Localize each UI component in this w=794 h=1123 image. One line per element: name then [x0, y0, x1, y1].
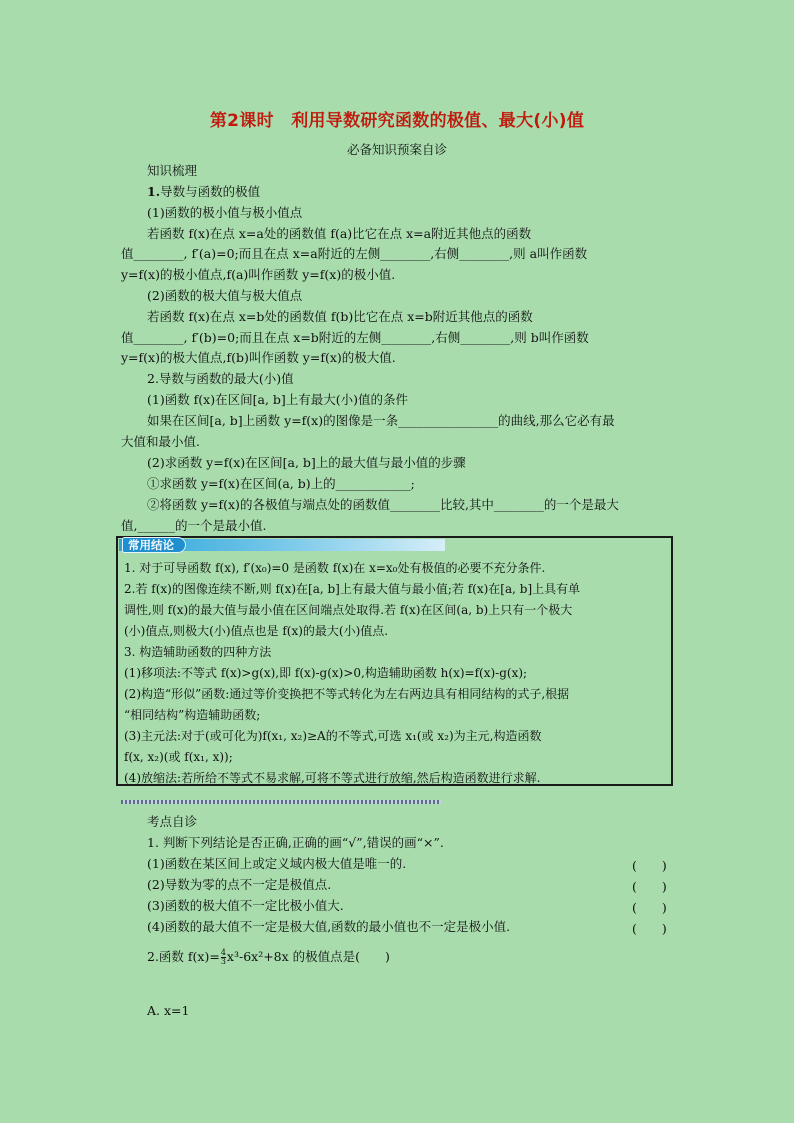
answer-blank[interactable]: ( ) [632, 858, 667, 873]
conclusion-line: 2.若 f(x)的图像连续不断,则 f(x)在[a, b]上有最大值与最小值;若 f(x)在[a, b]上具有单 [124, 582, 581, 596]
conclusion-line: “相同结构”构造辅助函数; [124, 708, 261, 722]
sec1-sub1-title: (1)函数的极小值与极小值点 [147, 205, 303, 220]
sec2-step1: ①求函数 y=f(x)在区间(a, b)上的____________; [147, 476, 415, 491]
sec2-sub1-line2: 大值和最小值. [121, 434, 200, 449]
sec1-title: 导数与函数的极值 [160, 184, 261, 199]
sec2-step2b: 值,______的一个是最小值. [121, 518, 267, 533]
sec1-number: 1. [147, 184, 161, 199]
sec2-sub2-title: (2)求函数 y=f(x)在区间[a, b]上的最大值与最小值的步骤 [147, 455, 466, 470]
answer-blank[interactable]: ( ) [632, 921, 667, 936]
option-a[interactable]: A. x=1 [147, 1003, 190, 1018]
sec1-heading [147, 184, 260, 199]
conclusion-line: (4)放缩法:若所给不等式不易求解,可将不等式进行放缩,然后构造函数进行求解. [124, 771, 541, 785]
page-title: 第2课时 利用导数研究函数的极值、最大(小)值 [209, 111, 585, 131]
q2-frac-den: 3 [220, 957, 226, 966]
judgement-item: (1)函数在某区间上或定义域内极大值是唯一的. [147, 856, 407, 871]
knowledge-heading: 知识梳理 [147, 163, 198, 178]
conclusion-line: (2)构造“形似”函数:通过等价变换把不等式转化为左右两边具有相同结构的式子,根据 [124, 687, 570, 701]
sec1-sub1-line3: y=f(x)的极小值点,f(a)叫作函数 y=f(x)的极小值. [121, 267, 396, 282]
selftest-heading: 考点自诊 [147, 814, 198, 829]
sec2-title: 2.导数与函数的最大(小)值 [147, 371, 294, 386]
sec1-sub2-line1: 若函数 f(x)在点 x=b处的函数值 f(b)比它在点 x=b附近其他点的函数 [147, 309, 533, 324]
sec2-sub1-line1: 如果在区间[a, b]上函数 y=f(x)的图像是一条________________的曲线,那么它必有最 [147, 413, 615, 428]
judgement-item: (2)导数为零的点不一定是极值点. [147, 877, 332, 892]
q2-frac-num: 4 [220, 948, 226, 957]
sec2-sub1-title: (1)函数 f(x)在区间[a, b]上有最大(小)值的条件 [147, 392, 409, 407]
section-subtitle: 必备知识预案自诊 [346, 142, 447, 157]
answer-blank[interactable]: ( ) [632, 900, 667, 915]
conclusion-line: (小)值点,则极大(小)值点也是 f(x)的最大(小)值点. [124, 624, 389, 638]
sec1-sub1-line2: 值________, f′(a)=0;而且在点 x=a附近的左侧________,右侧________,则 a叫作函数 [121, 246, 588, 261]
judgement-item: (3)函数的极大值不一定比极小值大. [147, 898, 344, 913]
conclusions-tab: 常用结论 [122, 537, 186, 553]
q2-prefix: 2.函数 f(x)= [147, 949, 220, 964]
conclusion-line: f(x, x₂)(或 f(x₁, x)); [124, 750, 233, 764]
conclusion-line: 调性,则 f(x)的最大值与最小值在区间端点处取得.若 f(x)在区间(a, b)上只有一个极大 [124, 603, 573, 617]
sec1-sub2-title: (2)函数的极大值与极大值点 [147, 288, 303, 303]
conclusion-line: (1)移项法:不等式 f(x)>g(x),即 f(x)-g(x)>0,构造辅助函数 h(x)=f(x)-g(x); [124, 666, 528, 680]
section-divider [121, 800, 441, 804]
conclusion-line: 3. 构造辅助函数的四种方法 [124, 645, 272, 659]
question-1: 1. 判断下列结论是否正确,正确的画“√”,错误的画“×”. [147, 835, 444, 850]
judgement-item: (4)函数的最大值不一定是极大值,函数的最小值也不一定是极小值. [147, 919, 511, 934]
conclusion-line: (3)主元法:对于(或可化为)f(x₁, x₂)≥A的不等式,可选 x₁(或 x₂)为主元,构造函数 [124, 729, 542, 743]
question-2 [147, 949, 390, 966]
answer-blank[interactable]: ( ) [632, 879, 667, 894]
conclusion-line: 1. 对于可导函数 f(x), f′(x₀)=0 是函数 f(x)在 x=x₀处有极值的必要不充分条件. [124, 561, 546, 575]
q2-fraction [221, 949, 226, 966]
sec1-sub2-line3: y=f(x)的极大值点,f(b)叫作函数 y=f(x)的极大值. [121, 350, 396, 365]
sec1-sub1-line1: 若函数 f(x)在点 x=a处的函数值 f(a)比它在点 x=a附近其他点的函数 [147, 226, 532, 241]
sec1-sub2-line2: 值________, f′(b)=0;而且在点 x=b附近的左侧________,右侧________,则 b叫作函数 [121, 330, 589, 345]
sec2-step2a: ②将函数 y=f(x)的各极值与端点处的函数值________比较,其中________的一个是最大 [147, 497, 619, 512]
q2-suffix: x³-6x²+8x 的极值点是( ) [226, 949, 390, 964]
